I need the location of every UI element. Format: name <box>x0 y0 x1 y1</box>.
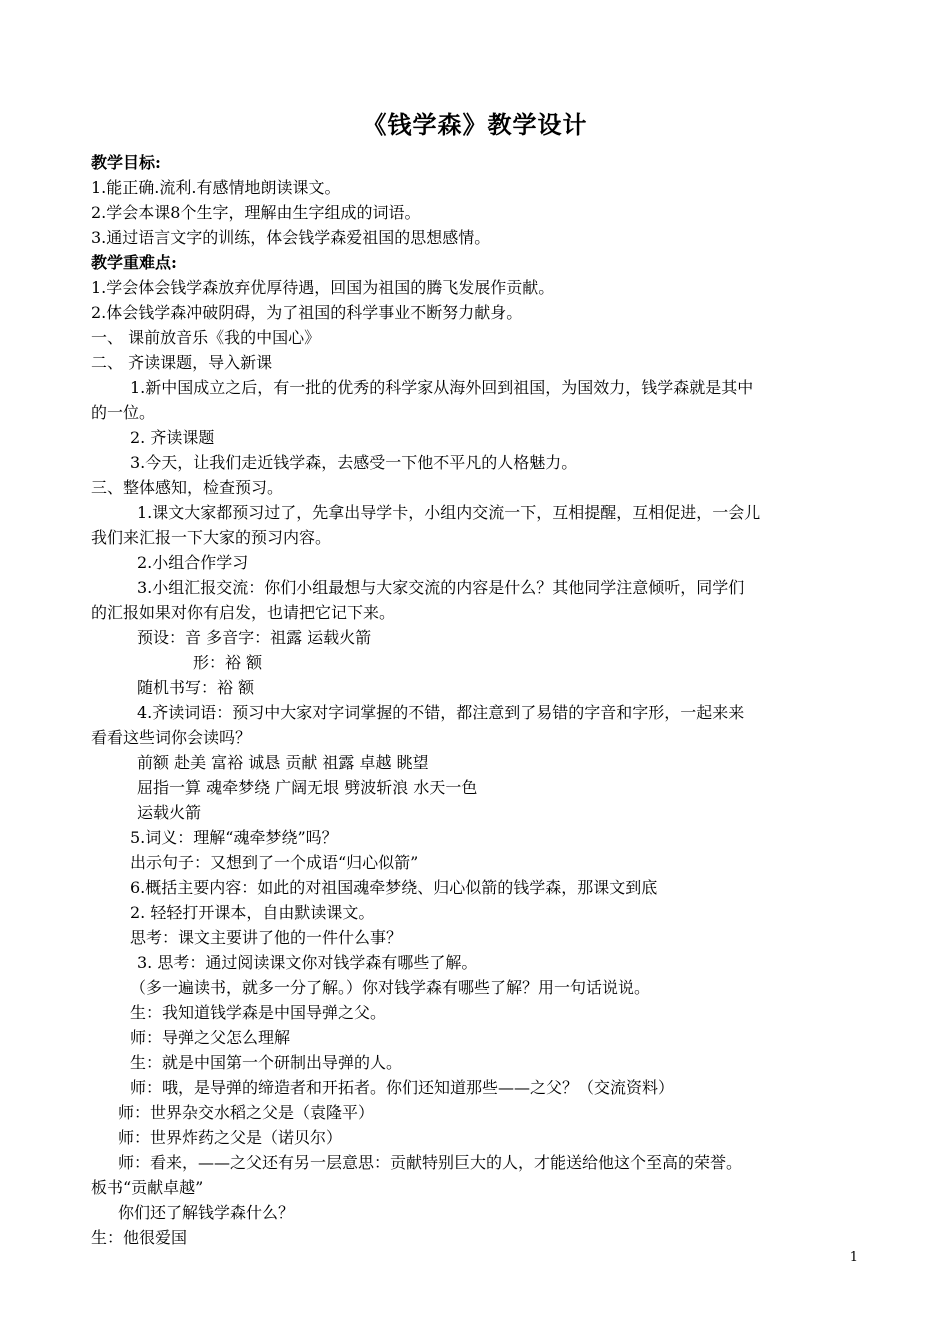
text-line: 思考：课文主要讲了他的一件什么事？ <box>130 928 403 947</box>
dialogue-line: 你们还了解钱学森什么？ <box>118 1203 295 1222</box>
document-title: 《钱学森》教学设计 <box>362 110 588 139</box>
section-heading: 三、整体感知，检查预习。 <box>91 478 284 497</box>
dialogue-line: 生：他很爱国 <box>91 1228 188 1247</box>
text-line: 随机书写：裕 额 <box>137 678 255 697</box>
text-line: 2.小组合作学习 <box>137 553 249 572</box>
text-line: 6.概括主要内容：如此的对祖国魂牵梦绕、归心似箭的钱学森，那课文到底 <box>130 878 658 897</box>
vocabulary-line: 前额 赴美 富裕 诚恳 贡献 祖露 卓越 眺望 <box>137 753 429 772</box>
dialogue-line: 师：导弹之父怎么理解 <box>130 1028 291 1047</box>
text-line: 1.新中国成立之后，有一批的优秀的科学家从海外回到祖国，为国效力，钱学森就是其中 <box>130 378 754 397</box>
text-line: 我们来汇报一下大家的预习内容。 <box>91 528 332 547</box>
text-line: 4.齐读词语：预习中大家对字词掌握的不错，都注意到了易错的字音和字形，一起来来 <box>137 703 745 722</box>
vocabulary-line: 运载火箭 <box>137 803 202 822</box>
text-line: 1.能正确.流利.有感情地朗读课文。 <box>91 178 341 197</box>
vocabulary-line: 屈指一算 魂牵梦绕 广阔无垠 劈波斩浪 水天一色 <box>137 778 478 797</box>
text-line: 1.课文大家都预习过了，先拿出导学卡，小组内交流一下，互相提醒，互相促进，一会儿 <box>137 503 761 522</box>
dialogue-line: 生：就是中国第一个研制出导弹的人。 <box>130 1053 403 1072</box>
dialogue-line: 师：世界炸药之父是（诺贝尔） <box>118 1128 343 1147</box>
section-heading: 一、 课前放音乐《我的中国心》 <box>91 328 321 347</box>
page-number: 1 <box>849 1250 858 1265</box>
text-line: 5.词义：理解“魂牵梦绕”吗？ <box>130 828 338 847</box>
text-line: 2. 齐读课题 <box>130 428 215 447</box>
text-line: 3.通过语言文字的训练，体会钱学森爱祖国的思想感情。 <box>91 228 491 247</box>
text-line: 3.小组汇报交流：你们小组最想与大家交流的内容是什么？其他同学注意倾听，同学们 <box>137 578 745 597</box>
heading-teaching-goals: 教学目标: <box>91 153 161 172</box>
text-line: 出示句子：又想到了一个成语“归心似箭” <box>130 853 419 872</box>
dialogue-line: 师：世界杂交水稻之父是（袁隆平） <box>118 1103 375 1122</box>
text-line: 预设：音 多音字：祖露 运载火箭 <box>137 628 372 647</box>
text-line: 的一位。 <box>91 403 156 422</box>
text-line: 1.学会体会钱学森放弃优厚待遇，回国为祖国的腾飞发展作贡献。 <box>91 278 555 297</box>
dialogue-line: 师：哦，是导弹的缔造者和开拓者。你们还知道那些——之父？（交流资料） <box>130 1078 675 1097</box>
text-line: 形：裕 额 <box>193 653 263 672</box>
text-line: 3.今天，让我们走近钱学森，去感受一下他不平凡的人格魅力。 <box>130 453 578 472</box>
text-line: 2. 轻轻打开课本，自由默读课文。 <box>130 903 375 922</box>
text-line: 2.体会钱学森冲破阴碍，为了祖国的科学事业不断努力献身。 <box>91 303 523 322</box>
dialogue-line: 师：看来，——之父还有另一层意思：贡献特别巨大的人，才能送给他这个至高的荣誉。 <box>118 1153 743 1172</box>
heading-key-points: 教学重难点: <box>91 253 177 272</box>
text-line: 看看这些词你会读吗？ <box>91 728 252 747</box>
section-heading: 二、 齐读课题，导入新课 <box>91 353 273 372</box>
text-line: 3. 思考：通过阅读课文你对钱学森有哪些了解。 <box>137 953 478 972</box>
blackboard-note: 板书“贡献卓越” <box>91 1178 204 1197</box>
text-line: （多一遍读书，就多一分了解。）你对钱学森有哪些了解？用一句话说说。 <box>130 978 651 997</box>
dialogue-line: 生：我知道钱学森是中国导弹之父。 <box>130 1003 387 1022</box>
text-line: 2.学会本课8个生字，理解由生字组成的词语。 <box>91 203 421 222</box>
text-line: 的汇报如果对你有启发，也请把它记下来。 <box>91 603 396 622</box>
